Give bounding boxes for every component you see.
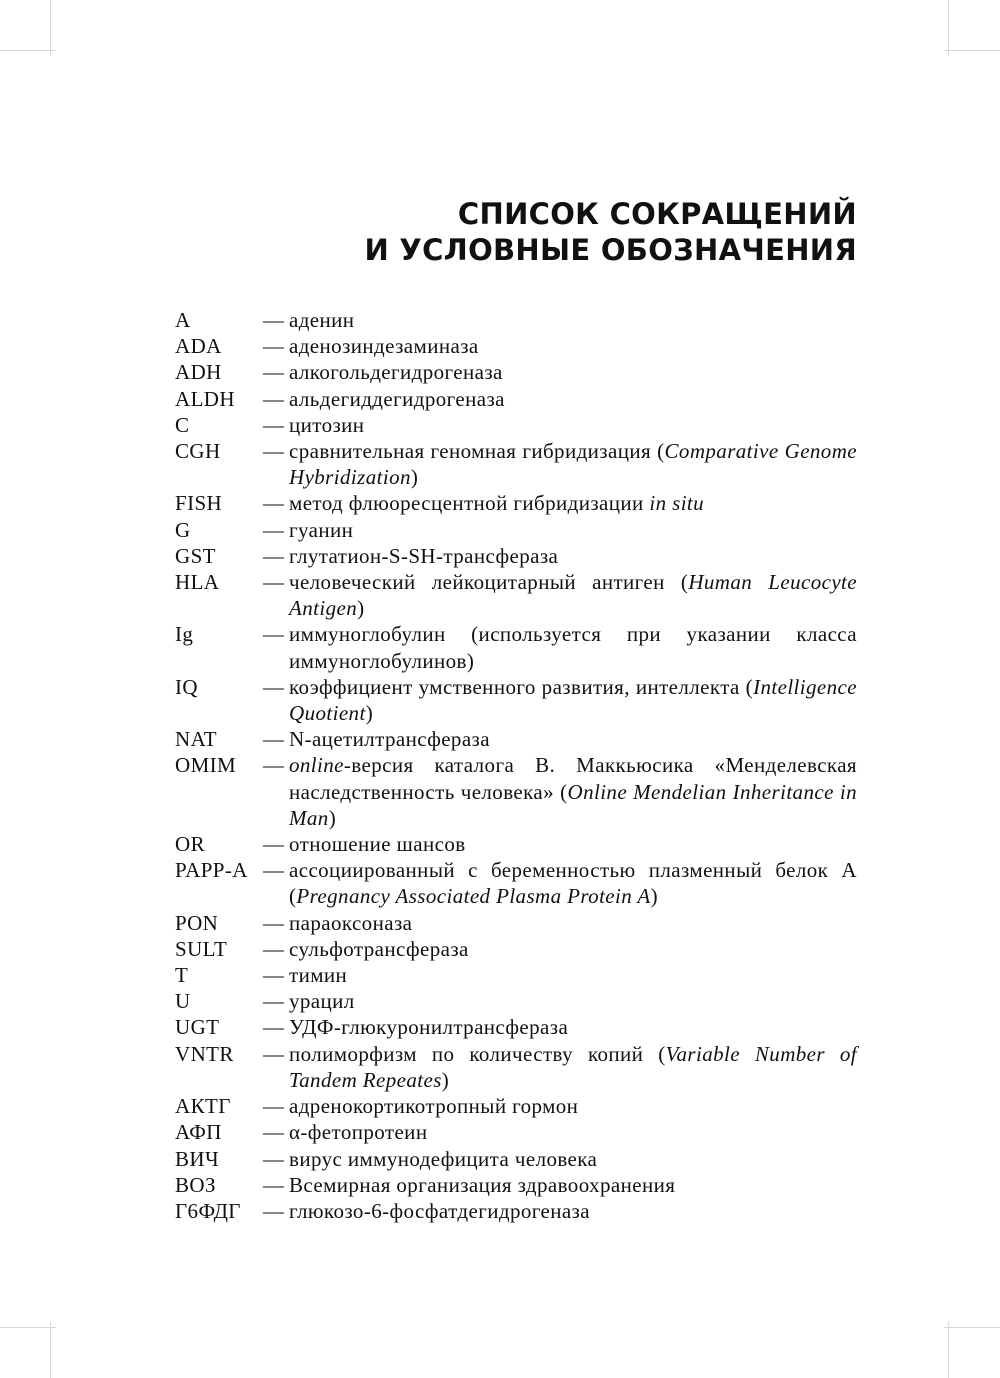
crop-mark <box>944 50 1000 51</box>
page-title-line2: И УСЛОВНЫЕ ОБОЗНАЧЕНИЯ <box>364 233 857 267</box>
crop-mark <box>944 1327 1000 1328</box>
abbreviation-definition <box>289 412 857 438</box>
definition-text: тимин <box>289 963 348 988</box>
definition-text: сульфотрансфераза <box>289 936 469 961</box>
abbreviation-entry <box>175 752 857 831</box>
abbreviation-entry <box>175 1041 857 1093</box>
abbreviation-term: U <box>175 989 191 1014</box>
abbreviation-definition <box>289 962 857 988</box>
definition-text: алкогольдегидрогеназа <box>289 360 503 385</box>
definition-italic-text: online <box>289 753 344 778</box>
abbreviation-term: ADA <box>175 334 222 359</box>
abbreviation-term: ВИЧ <box>175 1146 220 1171</box>
abbreviation-definition <box>289 1014 857 1040</box>
definition-text: глутатион-S-SH-трансфераза <box>289 543 559 568</box>
definition-text: урацил <box>289 989 355 1014</box>
em-dash: — <box>263 910 284 935</box>
abbreviation-entry <box>175 517 857 543</box>
em-dash: — <box>263 386 284 411</box>
abbreviation-entry <box>175 831 857 857</box>
abbreviation-term: OR <box>175 832 205 857</box>
abbreviation-term: OMIM <box>175 753 237 778</box>
crop-mark <box>0 50 56 51</box>
em-dash: — <box>263 1146 284 1171</box>
definition-text: УДФ-глюкуронилтрансфераза <box>289 1015 569 1040</box>
definition-italic-text: Intelligence Quotient <box>289 674 857 726</box>
definition-text: гуанин <box>289 517 354 542</box>
abbreviation-term: HLA <box>175 570 220 595</box>
abbreviation-entry <box>175 726 857 752</box>
abbreviation-entry <box>175 386 857 412</box>
definition-italic-text: Pregnancy Associated Plasma Protein A <box>296 884 651 909</box>
abbreviation-term: G <box>175 517 191 542</box>
em-dash: — <box>263 1198 284 1223</box>
abbreviation-definition <box>289 831 857 857</box>
abbreviation-entry <box>175 412 857 438</box>
definition-text: человеческий лейкоцитарный антиген ( <box>289 570 689 595</box>
definition-text: метод флюоресцентной гибридизации <box>289 491 650 516</box>
em-dash: — <box>263 858 284 883</box>
abbreviation-term: АФП <box>175 1120 222 1145</box>
abbreviation-definition <box>289 857 857 909</box>
abbreviation-term: FISH <box>175 491 223 516</box>
abbreviation-definition <box>289 1198 857 1224</box>
page-title-line1: СПИСОК СОКРАЩЕНИЙ <box>457 197 857 231</box>
abbreviation-definition <box>289 1041 857 1093</box>
abbreviation-entry <box>175 359 857 385</box>
abbreviation-definition <box>289 569 857 621</box>
abbreviation-definition <box>289 543 857 569</box>
abbreviation-definition <box>289 621 857 673</box>
abbreviation-entry <box>175 962 857 988</box>
page-title <box>297 196 857 268</box>
definition-italic-text: Variable Number of Tandem Repeates <box>289 1041 857 1092</box>
definition-italic-text: in situ <box>649 491 705 516</box>
em-dash: — <box>263 1172 284 1197</box>
em-dash: — <box>263 439 284 464</box>
abbreviation-definition <box>289 674 857 726</box>
em-dash: — <box>263 989 284 1014</box>
abbreviation-definition <box>289 1146 857 1172</box>
em-dash: — <box>263 674 284 699</box>
abbreviation-entry <box>175 438 857 490</box>
abbreviation-entry <box>175 333 857 359</box>
crop-mark <box>50 0 51 56</box>
definition-text: параоксоназа <box>289 910 413 935</box>
abbreviation-definition <box>289 359 857 385</box>
abbreviation-term: Ig <box>175 622 194 647</box>
abbreviation-definition <box>289 936 857 962</box>
abbreviation-term: T <box>175 963 189 988</box>
abbreviation-entry <box>175 857 857 909</box>
abbreviation-definition <box>289 1119 857 1145</box>
abbreviation-definition <box>289 438 857 490</box>
em-dash: — <box>263 517 284 542</box>
definition-text: -версия каталога В. Маккьюсика «Менделевская наследственность человека» ( <box>289 753 857 804</box>
abbreviation-definition <box>289 726 857 752</box>
abbreviation-definition <box>289 490 857 516</box>
definition-text: аденин <box>289 308 355 332</box>
abbreviation-term: АКТГ <box>175 1094 231 1119</box>
definition-text: отношение шансов <box>289 832 466 857</box>
em-dash: — <box>263 1041 284 1066</box>
definition-text: N-ацетилтрансфераза <box>289 727 490 752</box>
abbreviation-entry <box>175 1014 857 1040</box>
abbreviation-term: SULT <box>175 936 228 961</box>
abbreviation-entry <box>175 621 857 673</box>
abbreviation-entry <box>175 490 857 516</box>
em-dash: — <box>263 1094 284 1119</box>
abbreviation-definition <box>289 988 857 1014</box>
definition-text: ) <box>365 701 374 726</box>
abbreviation-entry <box>175 936 857 962</box>
abbreviation-definition <box>289 1093 857 1119</box>
em-dash: — <box>263 753 284 778</box>
em-dash: — <box>263 491 284 516</box>
em-dash: — <box>263 727 284 752</box>
abbreviation-term: GST <box>175 543 216 568</box>
abbreviation-definition <box>289 333 857 359</box>
definition-text: адренокортикотропный гормон <box>289 1094 579 1119</box>
em-dash: — <box>263 543 284 568</box>
definition-text: Всемирная организация здравоохранения <box>289 1172 676 1197</box>
abbreviation-term: ALDH <box>175 386 235 411</box>
em-dash: — <box>263 412 284 437</box>
abbreviation-entry <box>175 988 857 1014</box>
em-dash: — <box>263 1015 284 1040</box>
definition-text: ассоциированный с беременностью плазменный белок А ( <box>289 858 857 909</box>
crop-mark <box>948 1322 949 1378</box>
em-dash: — <box>263 963 284 988</box>
definition-text: аденозиндезаминаза <box>289 334 479 359</box>
abbreviation-entry <box>175 543 857 569</box>
definition-text: вирус иммунодефицита человека <box>289 1146 598 1171</box>
definition-text: коэффициент умственного развития, интеллекта ( <box>289 674 754 699</box>
abbreviation-term: PON <box>175 910 219 935</box>
definition-text: ) <box>410 465 419 490</box>
abbreviation-term: IQ <box>175 674 198 699</box>
definition-text: ) <box>441 1067 450 1092</box>
em-dash: — <box>263 334 284 359</box>
abbreviation-definition <box>289 386 857 412</box>
crop-mark <box>50 1322 51 1378</box>
definition-text: ) <box>357 596 365 621</box>
abbreviation-entry <box>175 674 857 726</box>
abbreviation-entry <box>175 1119 857 1145</box>
abbreviation-term: UGT <box>175 1015 220 1040</box>
definition-text: α-фетопротеин <box>289 1120 428 1145</box>
abbreviation-definition <box>289 752 857 831</box>
em-dash: — <box>263 1120 284 1145</box>
abbreviation-entry <box>175 1198 857 1224</box>
abbreviation-term: C <box>175 412 190 437</box>
definition-italic-text: Comparative Genome Hybridization <box>289 439 857 490</box>
definition-text: ) <box>650 884 659 909</box>
crop-mark <box>948 0 949 56</box>
em-dash: — <box>263 622 284 647</box>
abbreviation-definition <box>289 910 857 936</box>
abbreviation-entry <box>175 1172 857 1198</box>
em-dash: — <box>263 936 284 961</box>
abbreviation-term: CGH <box>175 439 221 464</box>
abbreviation-term: VNTR <box>175 1041 234 1066</box>
definition-text: полиморфизм по количеству копий ( <box>289 1041 666 1066</box>
abbreviation-entry <box>175 569 857 621</box>
abbreviation-definition <box>289 307 857 333</box>
definition-italic-text: Human Leucocyte Antigen <box>289 570 857 621</box>
definition-text: глюкозо-6-фосфатдегидрогеназа <box>289 1198 590 1223</box>
abbreviation-entry <box>175 1146 857 1172</box>
abbreviation-term: NAT <box>175 727 218 752</box>
abbreviation-term: ADH <box>175 360 222 385</box>
em-dash: — <box>263 832 284 857</box>
definition-text: иммуноглобулин (используется при указании класса иммуноглобулинов) <box>289 622 857 673</box>
abbreviation-entry <box>175 307 857 333</box>
abbreviation-term: ВОЗ <box>175 1172 216 1197</box>
definition-text: сравнительная геномная гибридизация ( <box>289 439 665 464</box>
abbreviation-definition <box>289 1172 857 1198</box>
definition-text: альдегиддегидрогеназа <box>289 386 505 411</box>
abbreviation-term: PAPP-A <box>175 858 248 883</box>
em-dash: — <box>263 308 284 332</box>
abbreviation-term: Г6ФДГ <box>175 1198 241 1223</box>
abbreviation-entry <box>175 1093 857 1119</box>
definition-text: цитозин <box>289 412 365 437</box>
definition-text: ) <box>328 805 337 830</box>
definition-italic-text: Online Mendelian Inheritance in Man <box>289 779 857 830</box>
crop-mark <box>0 1327 56 1328</box>
abbreviation-list <box>175 307 857 1224</box>
em-dash: — <box>263 570 284 595</box>
em-dash: — <box>263 360 284 385</box>
abbreviation-entry <box>175 910 857 936</box>
abbreviation-term: A <box>175 308 191 332</box>
abbreviation-definition <box>289 517 857 543</box>
